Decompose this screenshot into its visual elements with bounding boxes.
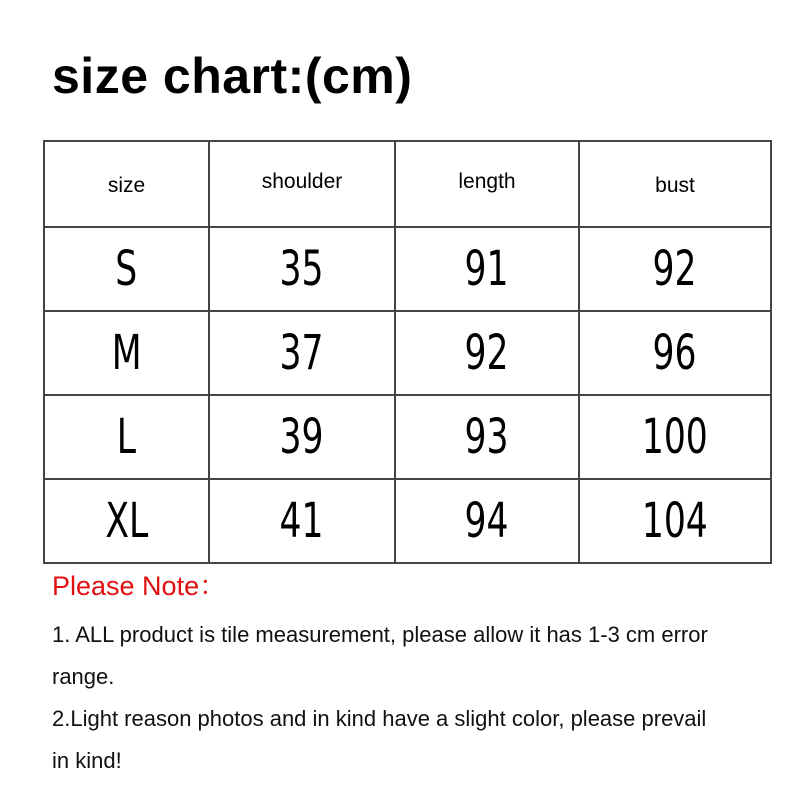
header-shoulder bbox=[209, 141, 395, 227]
cell-bust-value: 96 bbox=[653, 325, 697, 381]
table-row bbox=[44, 227, 771, 311]
cell-bust-value: 104 bbox=[642, 493, 708, 549]
cell-size-value: M bbox=[111, 325, 142, 381]
header-length-label: length bbox=[458, 170, 516, 193]
cell-size-value: XL bbox=[105, 493, 148, 549]
size-chart-table bbox=[43, 140, 772, 564]
cell-length bbox=[395, 311, 579, 395]
note-line-1: 1. ALL product is tile measurement, please allow it has 1-3 cm error bbox=[52, 622, 708, 647]
cell-shoulder bbox=[209, 311, 395, 395]
cell-bust-value: 92 bbox=[653, 241, 697, 297]
table-row bbox=[44, 311, 771, 395]
cell-size bbox=[44, 311, 209, 395]
table-header-row bbox=[44, 141, 771, 227]
cell-shoulder bbox=[209, 395, 395, 479]
cell-length-value: 93 bbox=[465, 409, 509, 465]
note-line-3: 2.Light reason photos and in kind have a slight color, please prevail bbox=[52, 706, 707, 731]
cell-bust bbox=[579, 227, 771, 311]
header-length bbox=[395, 141, 579, 227]
cell-size bbox=[44, 479, 209, 563]
note-heading: Please Note： bbox=[52, 571, 227, 601]
cell-shoulder-value: 39 bbox=[280, 409, 324, 465]
cell-size bbox=[44, 395, 209, 479]
cell-shoulder bbox=[209, 479, 395, 563]
cell-size-value: S bbox=[115, 241, 138, 297]
header-bust-label: bust bbox=[655, 174, 695, 197]
cell-shoulder-value: 37 bbox=[280, 325, 324, 381]
cell-size bbox=[44, 227, 209, 311]
cell-shoulder bbox=[209, 227, 395, 311]
table-row bbox=[44, 395, 771, 479]
cell-bust-value: 100 bbox=[642, 409, 708, 465]
cell-shoulder-value: 35 bbox=[280, 241, 324, 297]
cell-length-value: 92 bbox=[465, 325, 509, 381]
cell-length bbox=[395, 395, 579, 479]
cell-shoulder-value: 41 bbox=[280, 493, 324, 549]
cell-length bbox=[395, 227, 579, 311]
cell-length bbox=[395, 479, 579, 563]
header-bust bbox=[579, 141, 771, 227]
cell-length-value: 91 bbox=[465, 241, 509, 297]
header-size-label: size bbox=[107, 174, 146, 197]
cell-bust bbox=[579, 395, 771, 479]
header-size bbox=[44, 141, 209, 227]
cell-length-value: 94 bbox=[465, 493, 509, 549]
table-row bbox=[44, 479, 771, 563]
cell-bust bbox=[579, 311, 771, 395]
header-shoulder-label: shoulder bbox=[261, 170, 343, 193]
note-line-4: in kind! bbox=[52, 748, 122, 773]
note-line-2: range. bbox=[52, 664, 115, 689]
cell-size-value: L bbox=[116, 409, 137, 465]
page-title: size chart:(cm) bbox=[52, 48, 413, 104]
cell-bust bbox=[579, 479, 771, 563]
